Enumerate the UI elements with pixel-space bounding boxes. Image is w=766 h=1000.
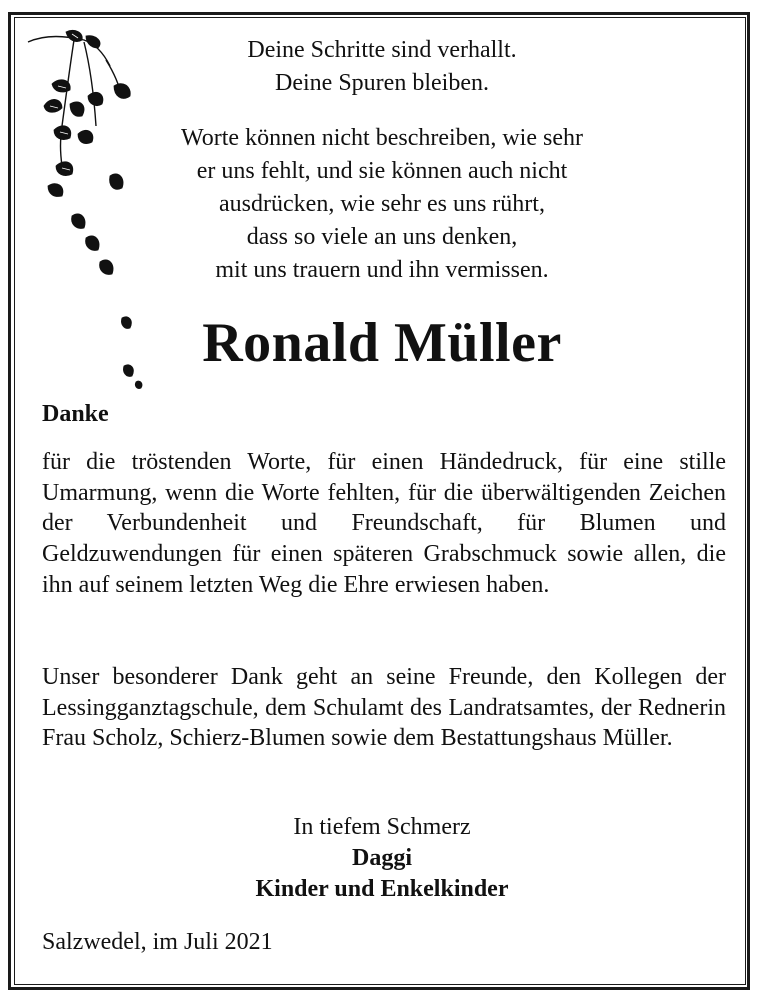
place-date: Salzwedel, im Juli 2021 bbox=[42, 929, 273, 955]
verse-intro bbox=[130, 34, 634, 100]
verse-line-6: dass so viele an uns denken, bbox=[246, 224, 518, 250]
thanks-heading: Danke bbox=[42, 401, 109, 427]
signer-family: Kinder und Enkelkinder bbox=[255, 876, 509, 902]
closing-phrase: In tiefem Schmerz bbox=[293, 814, 471, 840]
verse-line-7: mit uns trauern und ihn vermissen. bbox=[215, 257, 549, 283]
verse-line-2: Deine Spuren bleiben. bbox=[275, 70, 489, 96]
verse-main bbox=[130, 122, 634, 287]
thanks-paragraph-1: für die tröstenden Worte, für einen Händedruck, für eine stille Umarmung, wenn die Worte fehlten, für die überwältigenden Zeichen der Verbundenheit und Freundschaft, für Blumen und Geldzuwendungen für einen späteren Grabschmuck sowie allen, die ihn auf seinem letzten Weg die Ehre erwiesen haben. bbox=[42, 449, 726, 598]
deceased-name: Ronald Müller bbox=[202, 312, 562, 374]
closing-block bbox=[130, 812, 634, 905]
thanks-paragraph-2: Unser besonderer Dank geht an seine Freunde, den Kollegen der Lessingganztagschule, dem Schulamt des Landratsamtes, der Rednerin Frau Scholz, Schierz-Blumen sowie dem Bestattungshaus Müller. bbox=[42, 664, 726, 752]
verse-line-1: Deine Schritte sind verhallt. bbox=[247, 37, 517, 63]
signer-name: Daggi bbox=[352, 845, 412, 871]
verse-line-4: er uns fehlt, und sie können auch nicht bbox=[196, 158, 568, 184]
verse-line-5: ausdrücken, wie sehr es uns rührt, bbox=[219, 191, 545, 217]
verse-line-3: Worte können nicht beschreiben, wie sehr bbox=[181, 125, 583, 151]
